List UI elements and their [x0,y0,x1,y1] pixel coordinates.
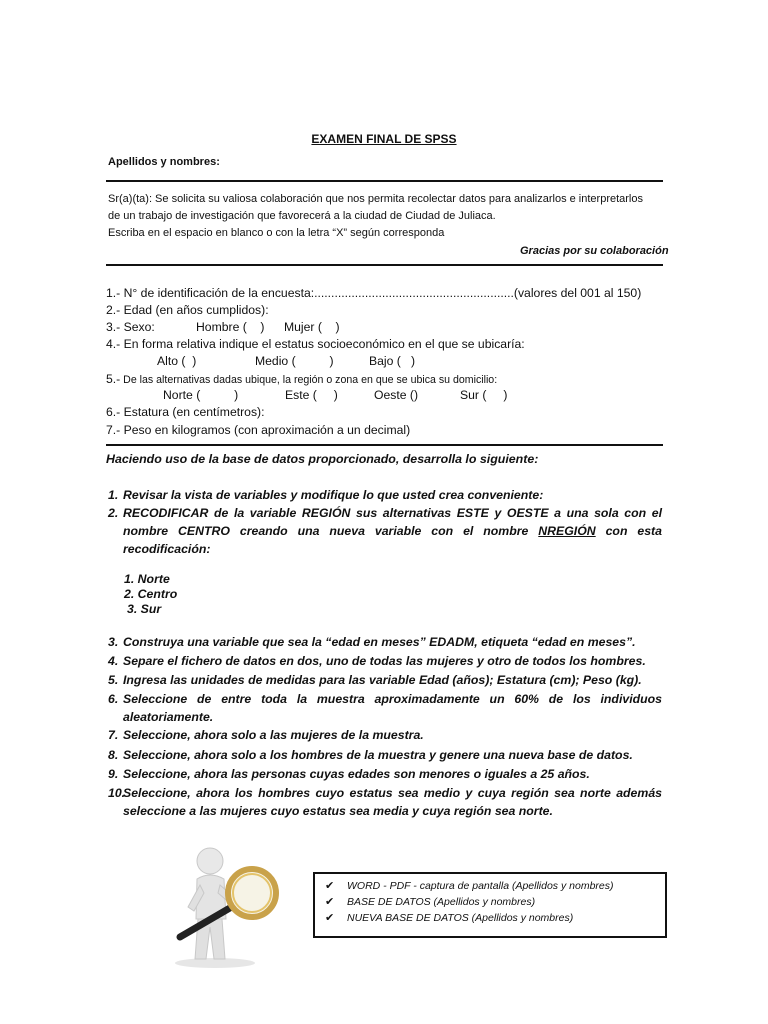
option-hombre: Hombre ( ) [196,320,265,334]
thanks-note: Gracias por su colaboración [520,245,669,257]
intro-text [108,191,643,242]
deliverable-text: NUEVA BASE DE DATOS (Apellidos y nombres) [347,912,574,924]
person-with-magnifying-glass-icon [140,835,310,970]
sub-item-centro: 2. Centro [124,587,178,601]
nregion-underlined: NREGIÓN [538,524,596,538]
checkmark-icon: ✔ [325,912,335,924]
deliverable-text: BASE DE DATOS (Apellidos y nombres) [347,896,536,908]
divider [106,264,663,266]
question-4: 4.- En forma relativa indique el estatus socioeconómico en el que se ubicaría: [106,337,525,351]
sub-item-sur: 3. Sur [127,602,162,616]
checkmark-icon: ✔ [325,880,335,892]
option-sur: Sur ( ) [460,388,508,402]
item-text: Seleccione, ahora solo a los hombres de la muestra y genere una nueva base de datos. [123,748,633,762]
question-5-number: 5.- [106,372,121,386]
item-text-part: con esta recodificación: [123,524,662,556]
item-number: 3. [108,635,119,649]
item-text: Seleccione de entre toda la muestra aproximadamente un 60% de los individuos aleatoriamente. [123,692,662,724]
page-title: EXAMEN FINAL DE SPSS [311,132,457,146]
list-item [106,633,662,651]
intro-paragraph: Sr(a)(ta): Se solicita su valiosa colaboración que nos permita recolectar datos para analizarlos e interpretarlos de un trabajo de investigación que favorecerá a la ciudad de Ciudad de Juliaca. [108,193,643,222]
question-1: 1.- N° de identificación de la encuesta:...........................................................(valores del 001 al 150) [106,286,642,300]
item-number: 6. [108,692,119,706]
apellidos-label: Apellidos y nombres: [108,156,220,168]
option-alto: Alto ( ) [157,354,197,368]
question-6: 6.- Estatura (en centímetros): [106,405,265,419]
deliverable-item [325,880,614,892]
option-norte: Norte ( ) [163,388,239,402]
sub-item-norte: 1. Norte [124,572,170,586]
item-text [123,504,662,558]
item-text: Revisar la vista de variables y modifique lo que usted crea conveniente: [123,488,544,502]
divider [106,444,663,446]
instructions-heading: Haciendo uso de la base de datos proporcionado, desarrolla lo siguiente: [106,452,539,466]
deliverables-box [313,872,667,938]
list-item [106,504,662,558]
list-item [106,784,662,820]
intro-instruction: Escriba en el espacio en blanco o con la letra “X” según corresponda [108,227,445,239]
option-este: Este ( ) [285,388,338,402]
item-text-part: RECODIFICAR de la variable REGIÓN sus alternativas ESTE y OESTE a una sola con el nombre CENTRO creando una nueva variable con el nombre [123,506,662,538]
option-oeste: Oeste () [374,388,419,402]
checkmark-icon: ✔ [325,896,335,908]
item-number: 1. [108,488,119,502]
item-number: 5. [108,673,119,687]
option-medio: Medio ( ) [255,354,334,368]
divider [106,180,663,182]
item-number: 4. [108,654,119,668]
item-text: Seleccione, ahora las personas cuyas edades son menores o iguales a 25 años. [123,767,590,781]
item-number: 10. [108,786,126,800]
item-text: Construya una variable que sea la “edad en meses” EDADM, etiqueta “edad en meses”. [123,635,636,649]
option-mujer: Mujer ( ) [284,320,340,334]
list-item [106,486,662,504]
item-text: Seleccione, ahora los hombres cuyo estatus sea medio y cuya región sea norte además seleccione a las mujeres cuyo estatus sea media y cuya región sea norte. [123,786,662,818]
item-number: 7. [108,728,119,742]
deliverable-item [325,912,574,924]
deliverable-text: WORD - PDF - captura de pantalla (Apellidos y nombres) [347,880,614,892]
list-item [106,671,662,689]
question-7: 7.- Peso en kilogramos (con aproximación a un decimal) [106,423,411,437]
deliverable-item [325,896,536,908]
list-item [106,746,662,764]
item-text: Ingresa las unidades de medidas para las variable Edad (años); Estatura (cm); Peso (kg). [123,673,642,687]
question-3-label: 3.- Sexo: [106,320,155,334]
list-item [106,690,662,726]
question-2: 2.- Edad (en años cumplidos): [106,303,269,317]
item-number: 2. [108,506,119,520]
list-item [106,652,662,670]
item-number: 8. [108,748,119,762]
option-bajo: Bajo ( ) [369,354,416,368]
question-5-text: De las alternativas dadas ubique, la región o zona en que se ubica su domicilio: [120,374,498,386]
list-item [106,765,662,783]
item-text: Separe el fichero de datos en dos, uno de todas las mujeres y otro de todos los hombres. [123,654,646,668]
list-item [106,726,662,744]
item-text: Seleccione, ahora solo a las mujeres de la muestra. [123,728,424,742]
question-5 [106,372,497,386]
item-number: 9. [108,767,119,781]
